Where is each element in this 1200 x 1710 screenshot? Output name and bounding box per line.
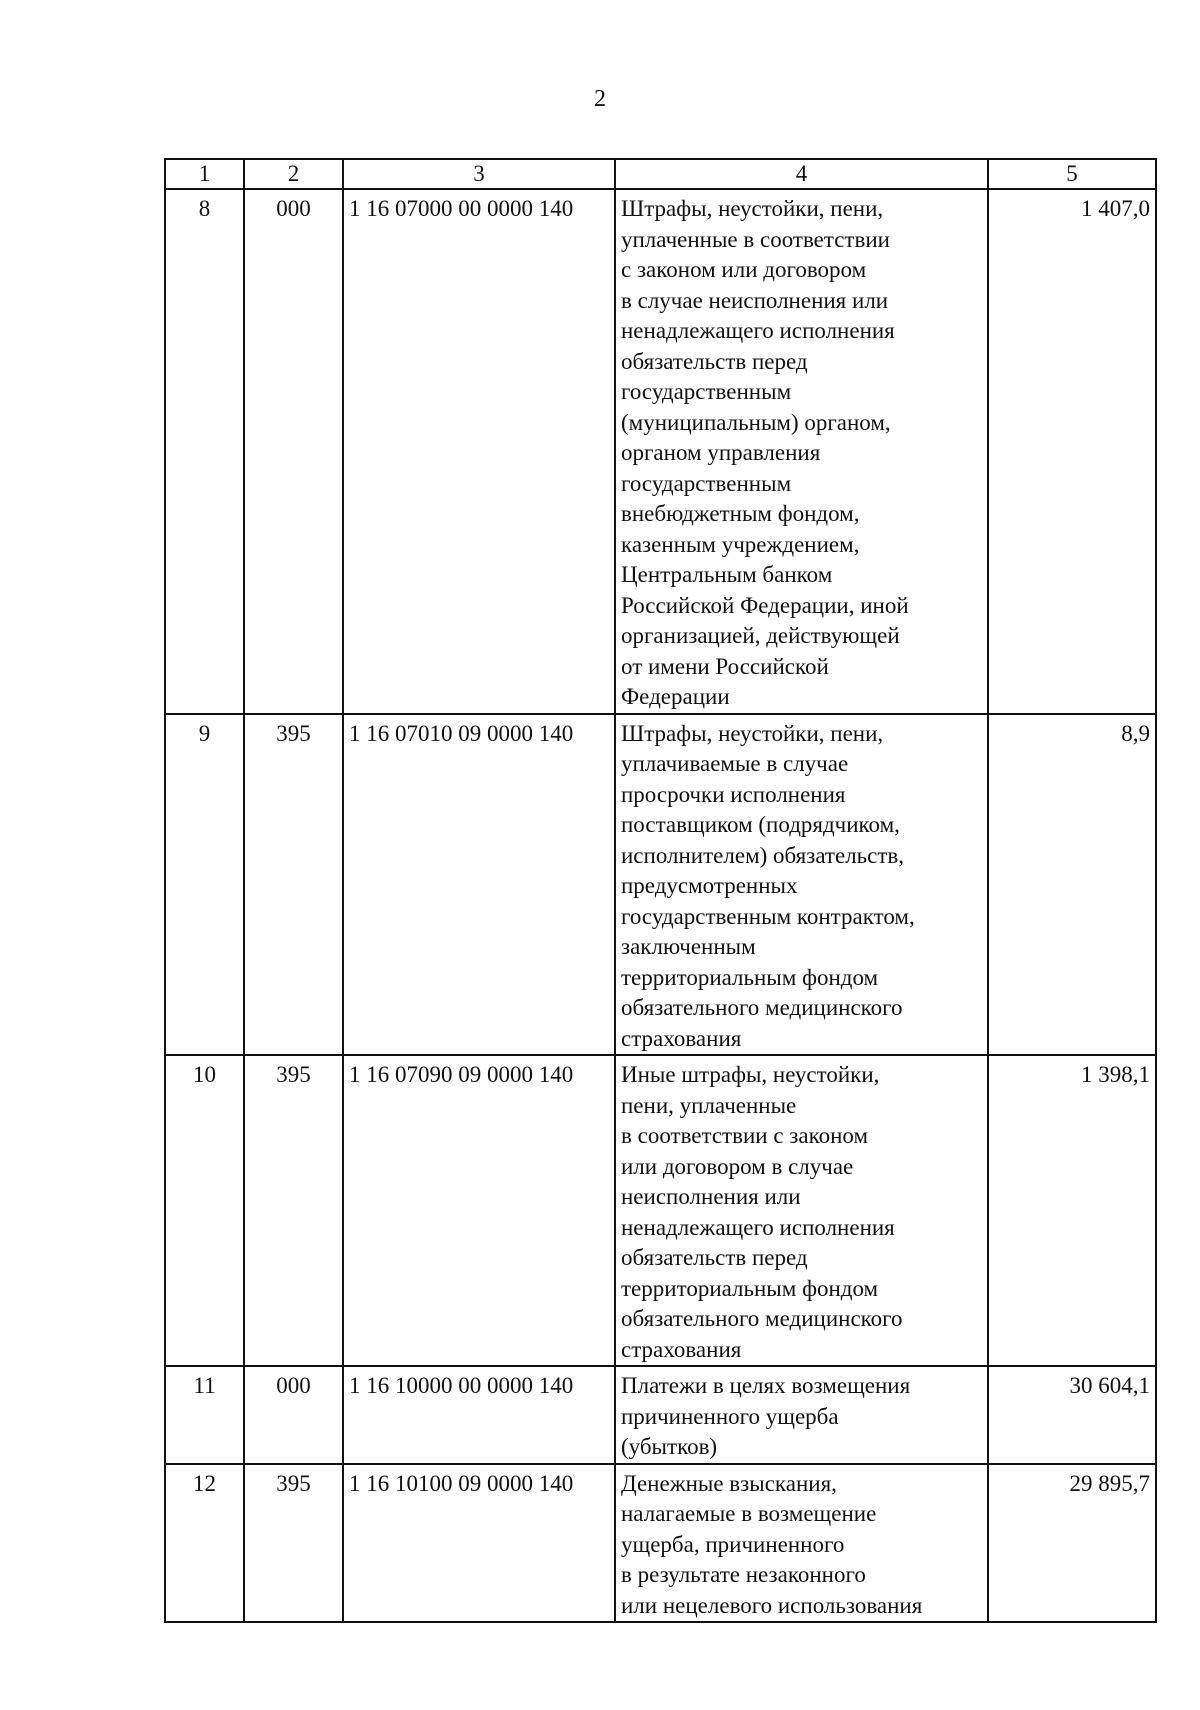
table-row [165,1055,1156,1366]
column-header-2: 2 [244,159,343,189]
table-row [165,1464,1156,1623]
budget-code-cell: 1 16 07000 00 0000 140 [343,189,615,714]
income-name-cell [615,1366,988,1464]
income-name-line: (муниципальным) органом, [621,409,891,435]
amount-cell: 8,9 [988,714,1156,1056]
amount-cell: 30 604,1 [988,1366,1156,1464]
income-name-line: обязательств перед [621,1245,808,1270]
income-name-line: уплачиваемые в случае [621,751,849,776]
income-name-line: территориальным фондом [621,1275,879,1301]
table-row [165,1366,1156,1464]
row-number-cell: 12 [165,1464,244,1623]
income-name-cell [615,1464,988,1623]
column-header-3: 3 [343,159,615,189]
row-number-cell: 10 [165,1055,244,1366]
admin-code-cell: 395 [244,1464,343,1623]
income-name-line: обязательного медицинского [621,995,903,1020]
budget-code-cell: 1 16 07090 09 0000 140 [343,1055,615,1366]
income-name-line: исполнителем) обязательств, [621,842,905,868]
income-name-line: обязательного медицинского [621,1306,903,1331]
income-name-line: ущерба, причиненного [621,1531,845,1557]
income-name-line: страхования [621,1336,742,1362]
income-name-line: Платежи в целях возмещения [621,1373,911,1398]
table-row [165,714,1156,1056]
income-name-cell [615,714,988,1056]
income-name-line: Штрафы, неустойки, пени, [621,196,884,221]
income-name-line: в случае неисполнения или [621,287,889,313]
budget-code-cell: 1 16 07010 09 0000 140 [343,714,615,1056]
income-name-line: поставщиком (подрядчиком, [621,812,900,837]
income-name-line: предусмотренных [621,873,798,898]
income-name-line: (убытков) [621,1434,718,1459]
income-name-line: государственным [621,470,792,496]
income-name-line: ненадлежащего исполнения [621,318,895,343]
income-name-cell [615,189,988,714]
income-name-line: или нецелевого использования [621,1592,923,1618]
income-name-line: от имени Российской [621,653,829,679]
budget-code-cell: 1 16 10000 00 0000 140 [343,1366,615,1464]
column-header-1: 1 [165,159,244,189]
row-number-cell: 11 [165,1366,244,1464]
income-name-line: причиненного ущерба [621,1403,839,1429]
income-name-line: Иные штрафы, неустойки, [621,1062,880,1087]
amount-cell: 1 398,1 [988,1055,1156,1366]
column-header-5: 5 [988,159,1156,189]
income-name-line: в результате незаконного [621,1562,866,1587]
income-name-line: органом управления [621,440,821,465]
income-name-line: государственным [621,379,792,404]
admin-code-cell: 395 [244,714,343,1056]
income-name-line: с законом или договором [621,257,867,282]
income-name-line: государственным контрактом, [621,903,915,929]
income-name-line: казенным учреждением, [621,531,860,557]
income-name-cell [615,1055,988,1366]
amount-cell: 1 407,0 [988,189,1156,714]
admin-code-cell: 000 [244,1366,343,1464]
table-row [165,189,1156,714]
income-name-line: налагаемые в возмещение [621,1501,877,1526]
income-name-line: неисполнения или [621,1184,801,1209]
income-name-line: пени, уплаченные [621,1092,797,1118]
income-name-line: просрочки исполнения [621,781,846,807]
income-name-line: Центральным банком [621,562,833,587]
amount-cell: 29 895,7 [988,1464,1156,1623]
row-number-cell: 8 [165,189,244,714]
income-name-line: Штрафы, неустойки, пени, [621,720,884,746]
admin-code-cell: 395 [244,1055,343,1366]
income-name-line: или договором в случае [621,1153,854,1179]
income-name-line: Российской Федерации, иной [621,592,909,618]
budget-table [164,158,1157,1623]
income-name-line: Федерации [621,684,730,709]
income-name-line: заключенным [621,934,756,959]
income-name-line: в соответствии с законом [621,1123,869,1148]
admin-code-cell: 000 [244,189,343,714]
table-header-row [165,159,1156,189]
income-name-line: Денежные взыскания, [621,1470,837,1496]
income-name-line: уплаченные в соответствии [621,226,890,252]
row-number-cell: 9 [165,714,244,1056]
page-number: 2 [594,86,606,112]
column-header-4: 4 [615,159,988,189]
budget-code-cell: 1 16 10100 09 0000 140 [343,1464,615,1623]
income-name-line: страхования [621,1025,742,1051]
income-name-line: внебюджетным фондом, [621,501,860,526]
income-name-line: обязательств перед [621,348,808,374]
income-name-line: ненадлежащего исполнения [621,1214,895,1240]
income-name-line: территориальным фондом [621,964,879,990]
income-name-line: организацией, действующей [621,623,900,648]
